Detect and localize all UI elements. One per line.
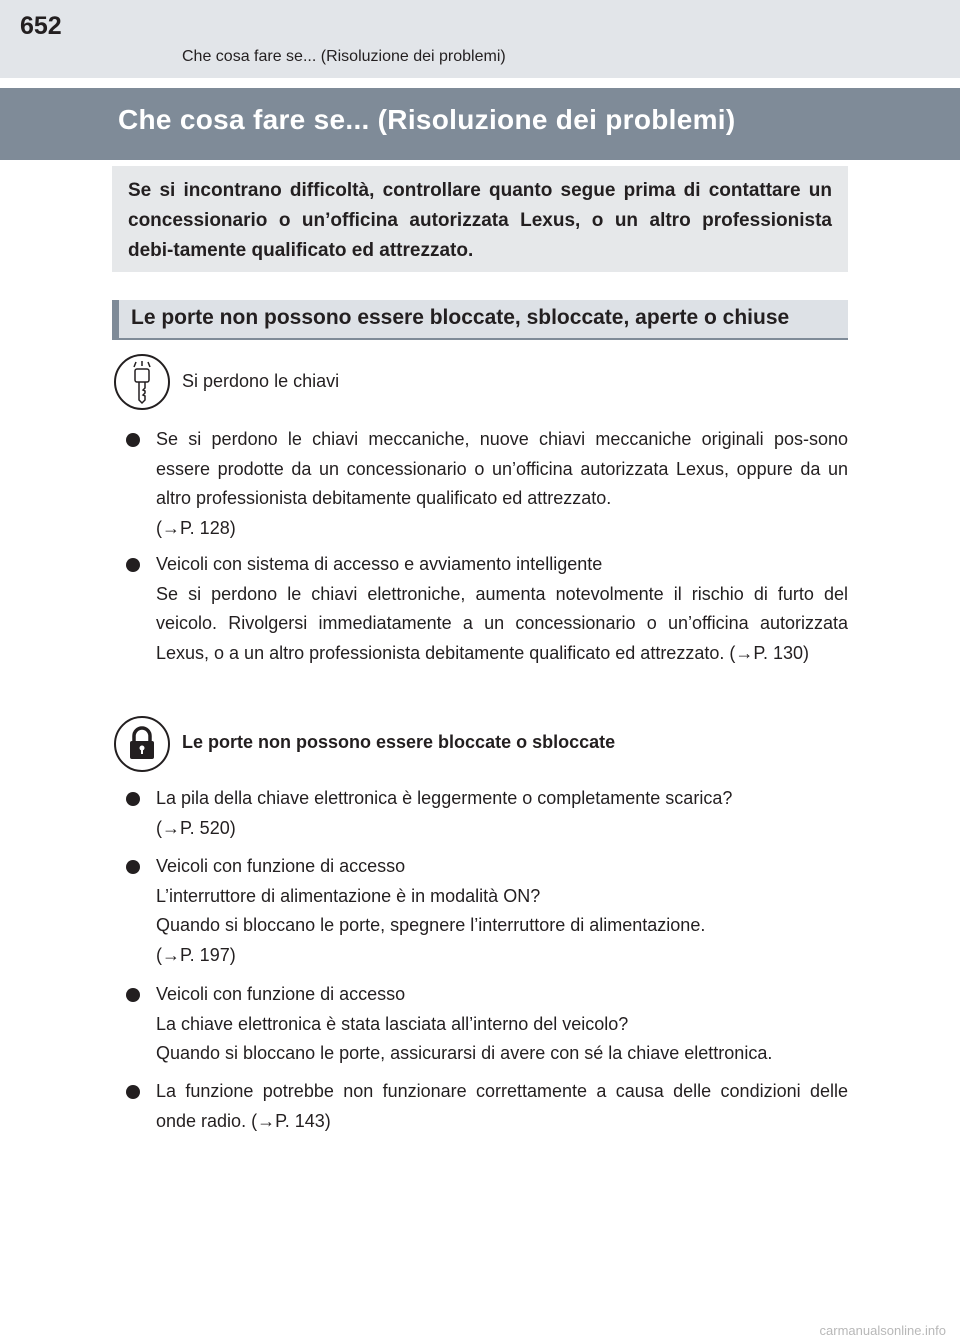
page-reference: (→P. 520) [156, 817, 236, 838]
running-title: Che cosa fare se... (Risoluzione dei problemi) [182, 48, 506, 65]
section-title: Le porte non possono essere bloccate, sbloccate, aperte o chiuse [131, 306, 790, 329]
list-item [126, 980, 848, 1069]
list-item [126, 852, 848, 970]
list-item [126, 550, 848, 668]
watermark: carmanualsonline.info [819, 1323, 946, 1338]
intro-text: Se si incontrano difficoltà, controllare quanto segue prima di contattare un concessionario o un’officina autorizzata Lexus, o un altro professionista debi-tamente qualificato ed attrezzato. [128, 180, 832, 261]
padlock-icon [114, 716, 170, 772]
bullet-text: Quando si bloccano le porte, spegnere l’interruttore di alimentazione. [156, 915, 706, 935]
bullet-text: La chiave elettronica è stata lasciata all’interno del veicolo? [156, 1013, 629, 1034]
page-reference: (→P. 128) [156, 517, 236, 538]
bullet-text: La funzione potrebbe non funzionare correttamente a causa delle condizioni delle onde radio. (→P. 143) [156, 1081, 848, 1131]
page-header [0, 0, 960, 78]
subsection-heading-doors-lock: Le porte non possono essere bloccate o sbloccate [182, 732, 616, 752]
bullet-condition: Veicoli con sistema di accesso e avviamento intelligente [156, 554, 603, 574]
chapter-title: Che cosa fare se... (Risoluzione dei problemi) [118, 104, 736, 135]
bullet-text: La pila della chiave elettronica è leggermente o completamente scarica? [156, 788, 733, 808]
list-item [126, 1077, 848, 1136]
bullet-icon [126, 433, 140, 447]
key-icon [114, 354, 170, 410]
bullet-icon [126, 860, 140, 874]
list-item [126, 425, 848, 543]
bullet-condition: Veicoli con funzione di accesso [156, 856, 406, 876]
page-reference: (→P. 197) [156, 944, 236, 965]
bullet-icon [126, 792, 140, 806]
bullet-icon [126, 1085, 140, 1099]
bullet-text: Se si perdono le chiavi meccaniche, nuove chiavi meccaniche originali pos-sono essere prodotte da un concessionario o un’officina autorizzata Lexus, oppure da un altro professionista debitamente qualificato ed attrezzato. [156, 429, 848, 508]
section-heading-bar [112, 300, 848, 340]
subsection-heading-lost-keys: Si perdono le chiavi [182, 371, 340, 391]
bullet-icon [126, 558, 140, 572]
bullet-icon [126, 988, 140, 1002]
intro-box [112, 166, 848, 272]
chapter-title-band [0, 88, 960, 160]
page-number: 652 [20, 12, 62, 40]
list-item [126, 784, 848, 843]
bullet-condition: Veicoli con funzione di accesso [156, 984, 406, 1004]
bullet-text: Se si perdono le chiavi elettroniche, aumenta notevolmente il rischio di furto del veicolo. Rivolgersi immediatamente a un concessionario o un’officina autorizzata Lexus, o a un altro professionista debitamente qualificato ed attrezzato. (→P. 130) [156, 583, 848, 663]
bullet-text: L’interruttore di alimentazione è in modalità ON? [156, 885, 541, 906]
bullet-text: Quando si bloccano le porte, assicurarsi di avere con sé la chiave elettronica. [156, 1043, 773, 1063]
